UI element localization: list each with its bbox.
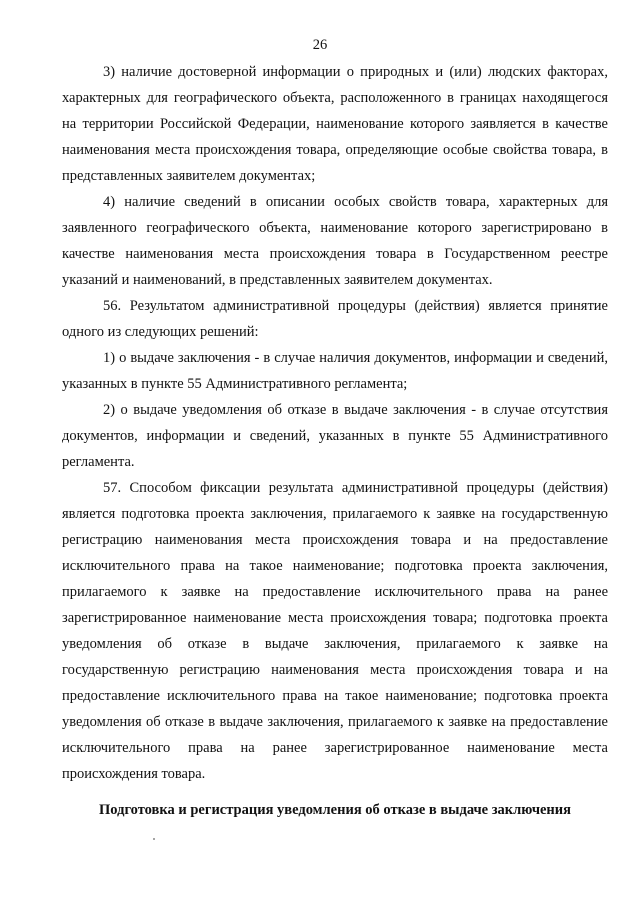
paragraph-item-4: 4) наличие сведений в описании особых свойств товара, характерных для заявленного географического объекта, наименование которого зарегистрировано в качестве наименования места происхождения товара в Государственном реестре указаний и наименований, в представленных заявителем документах.	[62, 194, 608, 288]
paragraph-56-item-2: 2) о выдаче уведомления об отказе в выдаче заключения - в случае отсутствия документов, информации и сведений, указанных в пункте 55 Административного регламента.	[62, 402, 608, 470]
paragraph-56-item-1: 1) о выдаче заключения - в случае наличия документов, информации и сведений, указанных в пункте 55 Административного регламента;	[62, 350, 608, 392]
paragraph-item-3: 3) наличие достоверной информации о природных и (или) людских факторах, характерных для географического объекта, расположенного в границах находящегося на территории Российской Федерации, наименование которого заявляется в качестве наименования места происхождения товара, определяющие особые свойства товара, в представленных заявителем документах;	[62, 64, 608, 184]
section-heading: Подготовка и регистрация уведомления об отказе в выдаче заключения	[99, 802, 571, 818]
body-text	[62, 59, 608, 787]
paragraph-56: 56. Результатом административной процедуры (действия) является принятие одного из следующих решений:	[62, 298, 608, 340]
page-number: 26	[312, 37, 328, 53]
paragraph-57: 57. Способом фиксации результата административной процедуры (действия) является подготовка проекта заключения, прилагаемого к заявке на государственную регистрацию наименования места происхождения товара и на предоставление исключительного права на такое наименование; подготовка проекта заключения, прилагаемого к заявке на предоставление исключительного права на ранее зарегистрированное наименование места происхождения товара; подготовка проекта уведомления об отказе в выдаче заключения, прилагаемого к заявке на государственную регистрацию наименования места происхождения товара и на предоставление исключительного права на такое наименование; подготовка проекта уведомления об отказе в выдаче заключения, прилагаемого к заявке на предоставление исключительного права на ранее зарегистрированное наименование места происхождения товара.	[62, 480, 608, 782]
scan-speck	[153, 838, 155, 840]
